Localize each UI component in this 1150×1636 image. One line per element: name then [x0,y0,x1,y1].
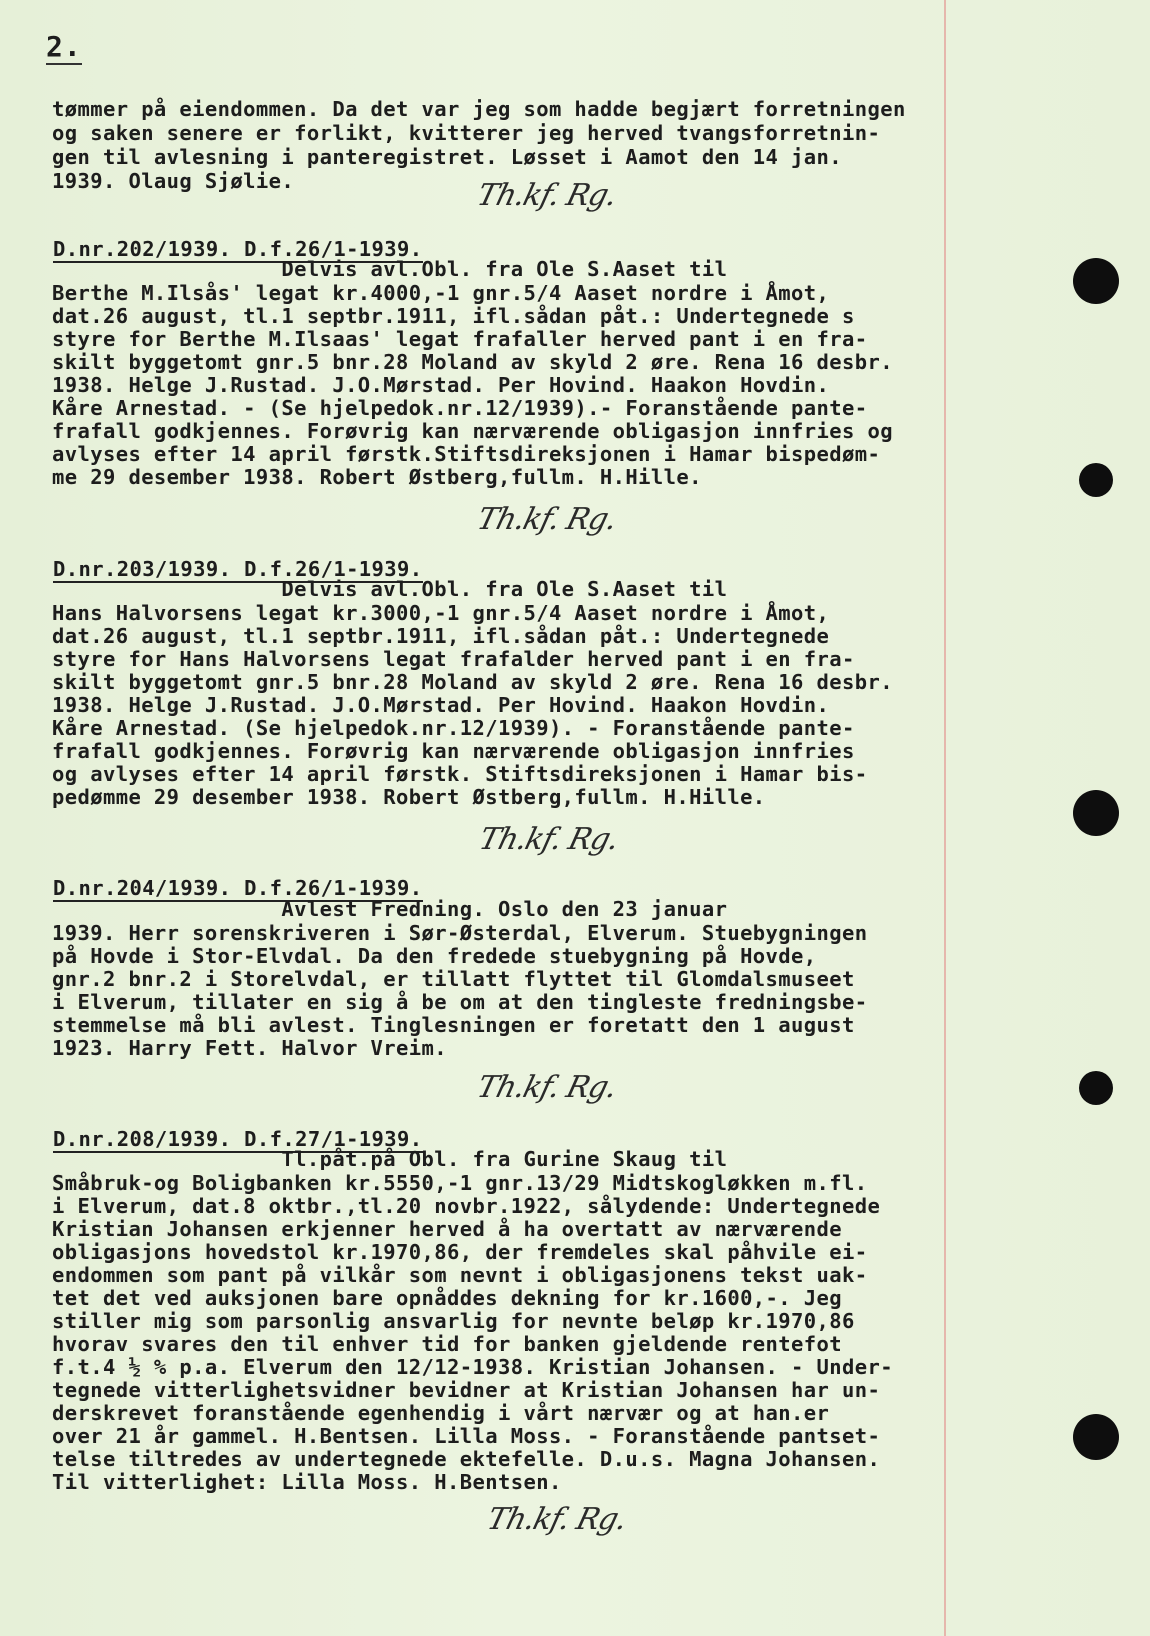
text-line: Delvis avl.Obl. fra Ole S.Aaset til [52,257,728,281]
text-line: Småbruk-og Boligbanken kr.5550,-1 gnr.13/29 Midtskogløkken m.fl. [52,1171,868,1195]
text-line: skilt byggetomt gnr.5 bnr.28 Moland av skyld 2 øre. Rena 16 desbr. [52,350,893,374]
text-line: Tl.påt.på Obl. fra Gurine Skaug til [52,1147,728,1171]
punch-hole [1079,463,1113,497]
text-line: dat.26 august, tl.1 septbr.1911, ifl.sådan påt.: Undertegnede [52,624,830,648]
text-line: 1939. Olaug Sjølie. [52,169,295,193]
text-line: og avlyses efter 14 april førstk. Stiftsdireksjonen i Hamar bis- [52,762,868,786]
red-margin-line [944,0,946,1636]
text-line: pedømme 29 desember 1938. Robert Østberg,fullm. H.Hille. [52,785,766,809]
page-number: 2. [46,30,82,63]
text-line: dat.26 august, tl.1 septbr.1911, ifl.sådan påt.: Undertegnede s [52,304,855,328]
text-line: skilt byggetomt gnr.5 bnr.28 Moland av skyld 2 øre. Rena 16 desbr. [52,670,893,694]
signature: Th.kf. Rg. [483,1502,630,1537]
text-line: tegnede vitterlighetsvidner bevidner at Kristian Johansen har un- [52,1378,881,1402]
text-line: tet det ved auksjonen bare opnåddes dekning for kr.1600,-. Jeg [52,1286,843,1310]
signature: Th.kf. Rg. [475,822,622,857]
text-line: og saken senere er forlikt, kvitterer jeg herved tvangsforretnin- [52,121,881,145]
entry-heading: D.nr.203/1939. D.f.26/1-1939. [53,557,423,581]
signature: Th.kf. Rg. [473,178,620,213]
text-line: endommen som pant på vilkår som nevnt i obligasjonens tekst uak- [52,1263,868,1287]
text-line: i Elverum, tillater en sig å be om at den tingleste fredningsbe- [52,990,868,1014]
text-line: 1938. Helge J.Rustad. J.O.Mørstad. Per Hovind. Haakon Hovdin. [52,373,830,397]
text-line: over 21 år gammel. H.Bentsen. Lilla Moss. - Foranstående pantset- [52,1424,881,1448]
text-line: stiller mig som parsonlig ansvarlig for nevnte beløp kr.1970,86 [52,1309,855,1333]
text-line: me 29 desember 1938. Robert Østberg,fullm. H.Hille. [52,465,702,489]
punch-hole [1079,1071,1113,1105]
text-line: 1938. Helge J.Rustad. J.O.Mørstad. Per Hovind. Haakon Hovdin. [52,693,830,717]
text-line: 1939. Herr sorenskriveren i Sør-Østerdal, Elverum. Stuebygningen [52,921,868,945]
text-line: gnr.2 bnr.2 i Storelvdal, er tillatt flyttet til Glomdalsmuseet [52,967,855,991]
text-line: telse tiltredes av undertegnede ektefelle. D.u.s. Magna Johansen. [52,1447,881,1471]
text-line: tømmer på eiendommen. Da det var jeg som hadde begjært forretningen [52,97,906,121]
text-line: i Elverum, dat.8 oktbr.,tl.20 novbr.1922, sålydende: Undertegnede [52,1194,881,1218]
signature: Th.kf. Rg. [473,1070,620,1105]
punch-hole [1073,790,1119,836]
text-line: Hans Halvorsens legat kr.3000,-1 gnr.5/4 Aaset nordre i Åmot, [52,601,830,625]
text-line: på Hovde i Stor-Elvdal. Da den fredede stuebygning på Hovde, [52,944,817,968]
punch-hole [1073,258,1119,304]
text-line: stemmelse må bli avlest. Tinglesningen er foretatt den 1 august [52,1013,855,1037]
text-line: avlyses efter 14 april førstk.Stiftsdireksjonen i Hamar bispedøm- [52,442,881,466]
text-line: frafall godkjennes. Forøvrig kan nærværende obligasjon innfries og [52,419,893,443]
punch-hole [1073,1414,1119,1460]
text-line: Berthe M.Ilsås' legat kr.4000,-1 gnr.5/4 Aaset nordre i Åmot, [52,281,830,305]
entry-heading: D.nr.208/1939. D.f.27/1-1939. [53,1127,423,1151]
text-line: hvorav svares den til enhver tid for banken gjeldende rentefot [52,1332,843,1356]
text-line: obligasjons hovedstol kr.1970,86, der fremdeles skal påhvile ei- [52,1240,868,1264]
entry-heading: D.nr.204/1939. D.f.26/1-1939. [53,876,423,900]
text-line: Til vitterlighet: Lilla Moss. H.Bentsen. [52,1470,562,1494]
text-line: Kåre Arnestad. - (Se hjelpedok.nr.12/1939).- Foranstående pante- [52,396,868,420]
text-line: frafall godkjennes. Forøvrig kan nærværende obligasjon innfries [52,739,855,763]
text-line: gen til avlesning i panteregistret. Løsset i Aamot den 14 jan. [52,145,843,169]
signature: Th.kf. Rg. [473,502,620,537]
text-line: Kåre Arnestad. (Se hjelpedok.nr.12/1939). - Foranstående pante- [52,716,855,740]
entry-heading: D.nr.202/1939. D.f.26/1-1939. [53,237,423,261]
text-line: styre for Berthe M.Ilsaas' legat frafaller herved pant i en fra- [52,327,868,351]
text-line: Avlest Fredning. Oslo den 23 januar [52,897,728,921]
text-line: derskrevet foranstående egenhendig i vårt nærvær og at han.er [52,1401,830,1425]
text-line: Delvis avl.Obl. fra Ole S.Aaset til [52,577,728,601]
text-line: styre for Hans Halvorsens legat frafalder herved pant i en fra- [52,647,855,671]
text-line: Kristian Johansen erkjenner herved å ha overtatt av nærværende [52,1217,843,1241]
text-line: 1923. Harry Fett. Halvor Vreim. [52,1036,448,1060]
text-line: f.t.4 ½ % p.a. Elverum den 12/12-1938. Kristian Johansen. - Under- [52,1355,893,1379]
